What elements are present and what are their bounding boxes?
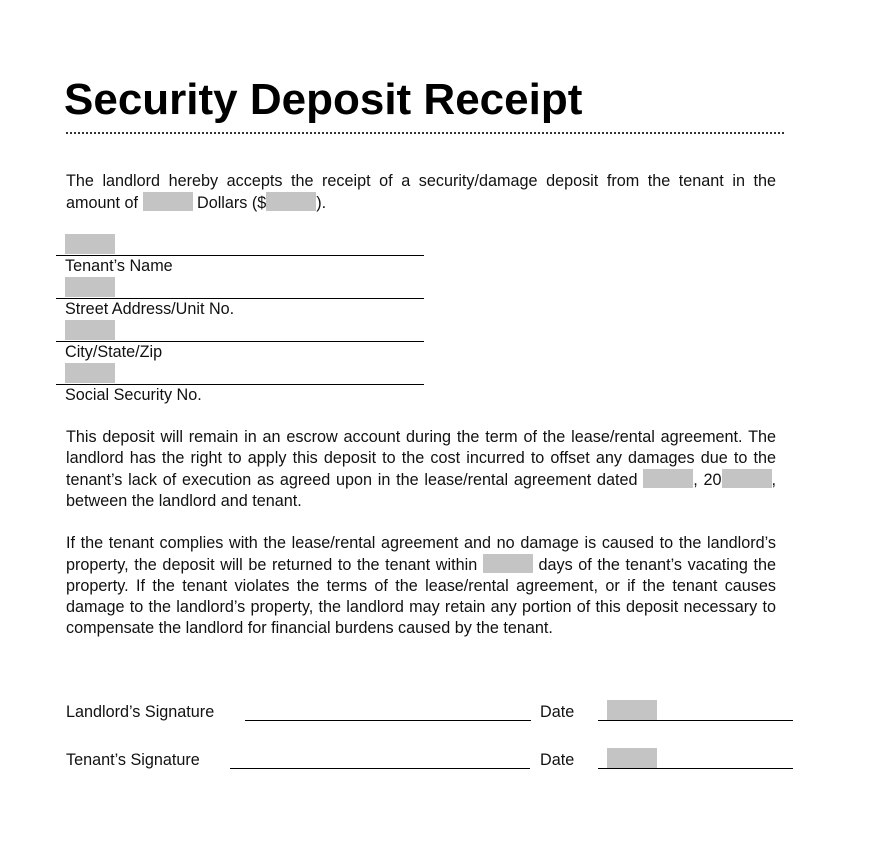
street-address-label: Street Address/Unit No. [65,300,235,318]
return-terms-text-continued: days of the tenant’s vacating the property. If the tenant violates the terms of the lease/rental agreement, or if the tenant causes damage to the landlord’s property, the landlord may retain any portion of this deposit necessary to compensate the landlord for financial burdens caused by the tenant. [66,556,777,637]
amount-number-field[interactable] [266,192,316,211]
tenant-date-line [598,768,793,769]
document-title: Security Deposit Receipt [64,75,583,124]
escrow-text: This deposit will remain in an escrow account during the term of the lease/rental agreement. The landlord has the right to apply this deposit to the cost incurred to offset any damages due to the tenant’s lack of execution as agreed upon in the lease/rental agreement dated [66,428,776,489]
title-divider [66,132,784,134]
landlord-signature-row [0,700,886,726]
landlord-signature-label: Landlord’s Signature [66,703,215,721]
landlord-date-label: Date [540,703,575,721]
intro-text: The landlord hereby accepts the receipt of a security/damage deposit from the tenant in the amount of [66,172,776,212]
tenant-name-input[interactable] [65,234,115,254]
return-terms-text: If the tenant complies with the lease/rental agreement and no damage is caused to the landlord’s property, the deposit will be returned to the tenant within [66,534,776,574]
tenant-date-label: Date [540,751,575,769]
ssn-input[interactable] [65,363,115,383]
tenant-date-input[interactable] [607,748,657,768]
amount-words-field[interactable] [143,192,193,211]
dollars-text: Dollars ($ [197,194,267,212]
street-address-input[interactable] [65,277,115,297]
landlord-date-line [598,720,793,721]
agreement-year-field[interactable] [722,469,772,488]
agreement-date-field[interactable] [643,469,693,488]
escrow-end-text: , between the landlord and tenant. [66,471,777,510]
return-days-field[interactable] [483,554,533,573]
intro-close-text: ). [316,194,327,212]
return-terms-paragraph [66,533,776,639]
intro-paragraph [66,171,776,214]
city-state-zip-label: City/State/Zip [65,343,163,361]
landlord-date-input[interactable] [607,700,657,720]
escrow-paragraph [66,427,776,512]
tenant-signature-line[interactable] [230,768,530,769]
tenant-signature-label: Tenant’s Signature [66,751,200,769]
ssn-label: Social Security No. [65,386,202,404]
tenant-signature-row [0,748,886,774]
escrow-year-prefix: , 20 [693,471,722,489]
city-state-zip-input[interactable] [65,320,115,340]
landlord-signature-line[interactable] [245,720,531,721]
tenant-name-label: Tenant’s Name [65,257,173,275]
